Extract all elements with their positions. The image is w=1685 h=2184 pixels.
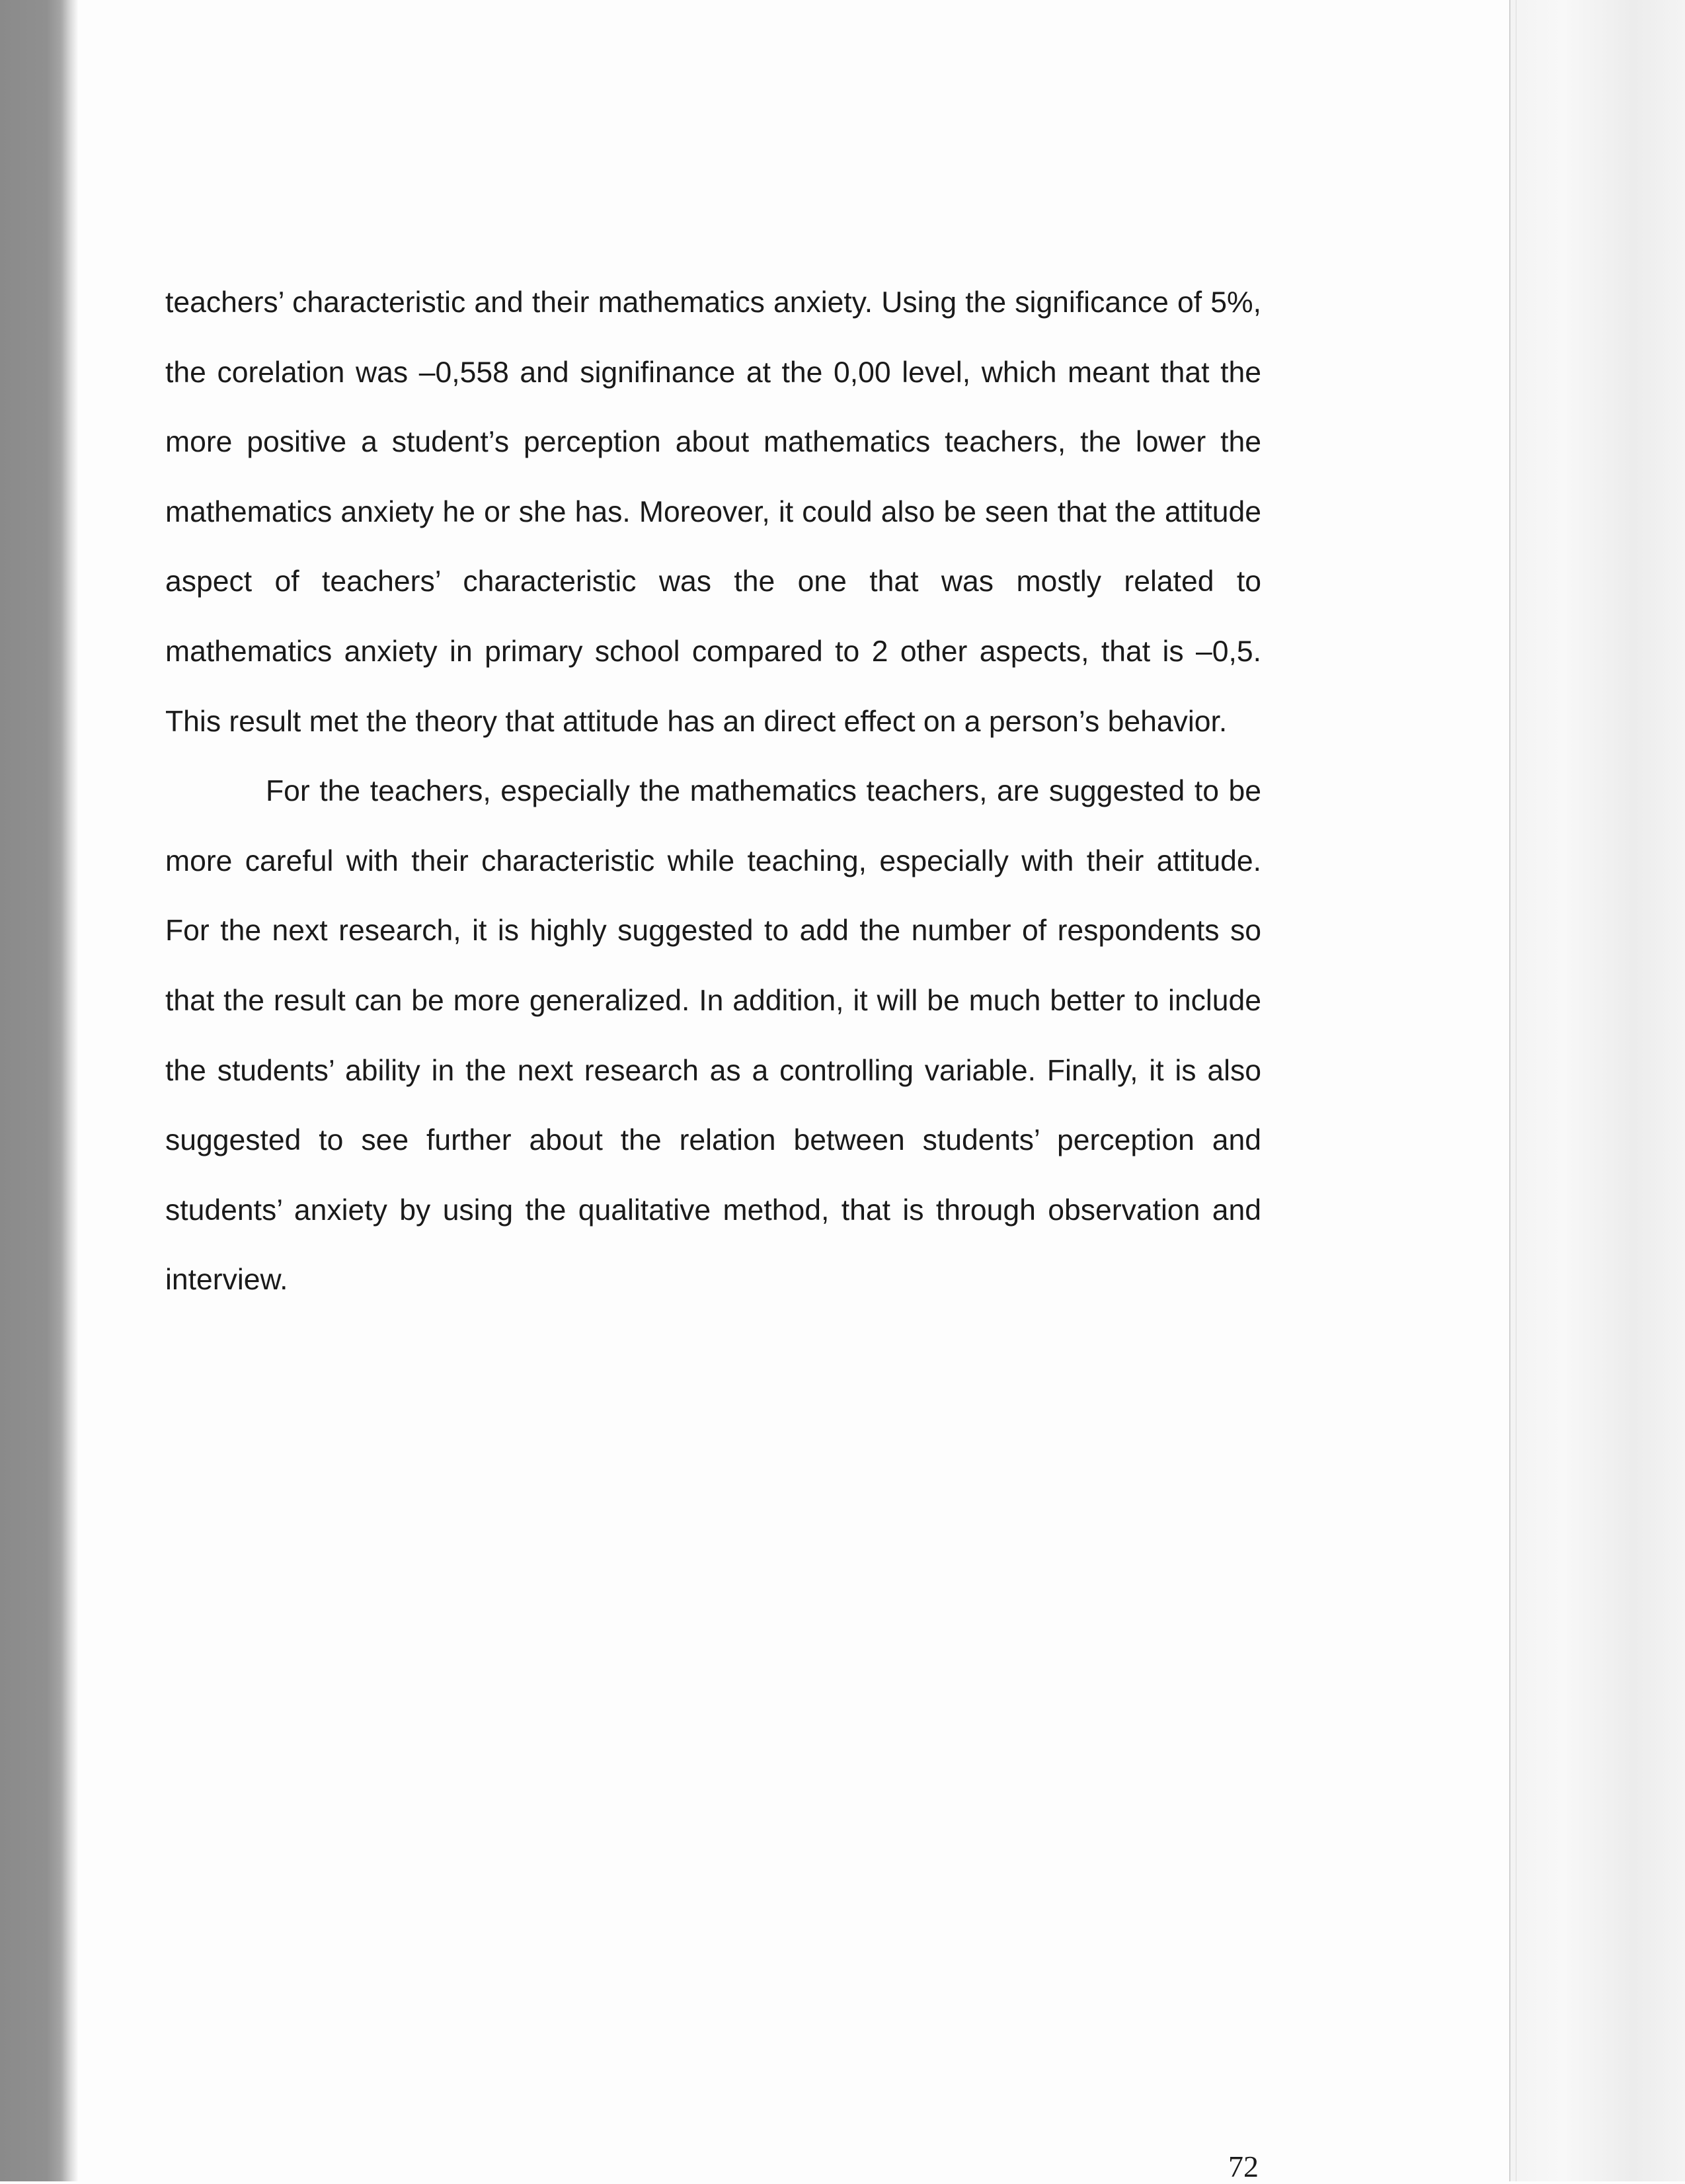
body-text	[165, 268, 1261, 1315]
scan-binding-shadow	[0, 0, 78, 2181]
page-number: 72	[1228, 2150, 1259, 2183]
scan-page-edge	[1509, 0, 1685, 2181]
paragraph-recommendations: For the teachers, especially the mathematics teachers, are suggested to be more careful with their characteristic while teaching, especially with their attitude. For the next research, it is highly suggested to add the number of respondents so that the result can be more generalized. In addition, it will be much better to include the students’ ability in the next research as a controlling variable. Finally, it is also suggested to see further about the relation between students’ perception and students’ anxiety by using the qualitative method, that is through observation and interview.	[165, 775, 1261, 1297]
paragraph-continuation: teachers’ characteristic and their mathematics anxiety. Using the significance of 5%, the corelation was –0,558 and signifinance at the 0,00 level, which meant that the more positive a student’s perception about mathematics teachers, the lower the mathematics anxiety he or she has. Moreover, it could also be seen that the attitude aspect of teachers’ characteristic was the one that was mostly related to mathematics anxiety in primary school compared to 2 other aspects, that is –0,5. This result met the theory that attitude has an direct effect on a person’s behavior.	[165, 286, 1261, 738]
